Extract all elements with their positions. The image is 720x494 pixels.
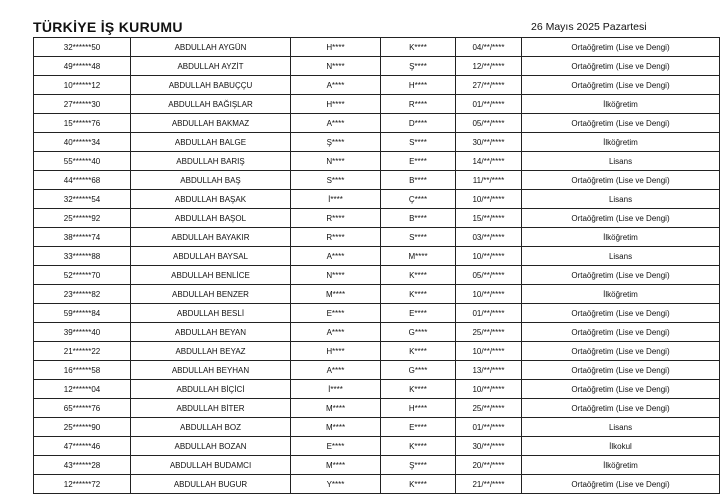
masked-id-cell: 21******22 [34, 342, 131, 361]
masked-date-cell: 20/**/**** [456, 456, 522, 475]
masked-initial-cell: M**** [291, 285, 381, 304]
masked-initial-cell: E**** [291, 437, 381, 456]
name-cell: ABDULLAH BAĞIŞLAR [131, 95, 291, 114]
name-cell: ABDULLAH BEYHAN [131, 361, 291, 380]
name-cell: ABDULLAH BOZ [131, 418, 291, 437]
education-cell: Ortaöğretim (Lise ve Dengi) [522, 57, 720, 76]
name-cell: ABDULLAH BUDAMCI [131, 456, 291, 475]
masked-initial-cell: B**** [381, 209, 456, 228]
masked-initial-cell: Ş**** [291, 133, 381, 152]
table-row [34, 76, 720, 95]
masked-initial-cell: K**** [381, 475, 456, 494]
education-cell: Ortaöğretim (Lise ve Dengi) [522, 323, 720, 342]
masked-initial-cell: E**** [381, 152, 456, 171]
masked-id-cell: 49******48 [34, 57, 131, 76]
name-cell: ABDULLAH BAYSAL [131, 247, 291, 266]
education-cell: Ortaöğretim (Lise ve Dengi) [522, 399, 720, 418]
masked-id-cell: 33******88 [34, 247, 131, 266]
masked-id-cell: 59******84 [34, 304, 131, 323]
masked-initial-cell: H**** [381, 399, 456, 418]
education-cell: Lisans [522, 190, 720, 209]
education-cell: Ortaöğretim (Lise ve Dengi) [522, 114, 720, 133]
masked-date-cell: 10/**/**** [456, 380, 522, 399]
name-cell: ABDULLAH BEYAN [131, 323, 291, 342]
table-row [34, 342, 720, 361]
masked-initial-cell: N**** [291, 152, 381, 171]
masked-id-cell: 39******40 [34, 323, 131, 342]
table-row [34, 152, 720, 171]
masked-date-cell: 13/**/**** [456, 361, 522, 380]
masked-id-cell: 32******50 [34, 38, 131, 57]
education-cell: Ortaöğretim (Lise ve Dengi) [522, 380, 720, 399]
masked-initial-cell: A**** [291, 247, 381, 266]
masked-initial-cell: D**** [381, 114, 456, 133]
table-row [34, 209, 720, 228]
table-row [34, 304, 720, 323]
masked-initial-cell: İ**** [291, 190, 381, 209]
masked-id-cell: 32******54 [34, 190, 131, 209]
masked-initial-cell: K**** [381, 342, 456, 361]
masked-date-cell: 25/**/**** [456, 323, 522, 342]
masked-id-cell: 25******92 [34, 209, 131, 228]
table-row [34, 247, 720, 266]
table-row [34, 266, 720, 285]
masked-initial-cell: K**** [381, 266, 456, 285]
masked-date-cell: 30/**/**** [456, 133, 522, 152]
masked-date-cell: 11/**/**** [456, 171, 522, 190]
masked-date-cell: 10/**/**** [456, 285, 522, 304]
name-cell: ABDULLAH AYZİT [131, 57, 291, 76]
name-cell: ABDULLAH BALGE [131, 133, 291, 152]
table-row [34, 380, 720, 399]
page-header [0, 0, 720, 36]
name-cell: ABDULLAH BESLİ [131, 304, 291, 323]
masked-initial-cell: E**** [291, 304, 381, 323]
education-cell: İlköğretim [522, 133, 720, 152]
table-row [34, 57, 720, 76]
masked-initial-cell: G**** [381, 323, 456, 342]
name-cell: ABDULLAH BAŞOL [131, 209, 291, 228]
masked-id-cell: 44******68 [34, 171, 131, 190]
table-row [34, 228, 720, 247]
masked-initial-cell: İ**** [291, 380, 381, 399]
table-row [34, 323, 720, 342]
masked-id-cell: 47******46 [34, 437, 131, 456]
table-row [34, 418, 720, 437]
masked-initial-cell: H**** [291, 95, 381, 114]
masked-initial-cell: S**** [291, 171, 381, 190]
education-cell: Lisans [522, 152, 720, 171]
masked-date-cell: 01/**/**** [456, 95, 522, 114]
masked-id-cell: 27******30 [34, 95, 131, 114]
records-table [33, 37, 720, 494]
education-cell: Ortaöğretim (Lise ve Dengi) [522, 342, 720, 361]
education-cell: Ortaöğretim (Lise ve Dengi) [522, 266, 720, 285]
masked-initial-cell: M**** [291, 418, 381, 437]
masked-id-cell: 12******04 [34, 380, 131, 399]
masked-initial-cell: K**** [381, 285, 456, 304]
name-cell: ABDULLAH BAKMAZ [131, 114, 291, 133]
table-row [34, 95, 720, 114]
masked-id-cell: 52******70 [34, 266, 131, 285]
masked-id-cell: 12******72 [34, 475, 131, 494]
masked-date-cell: 05/**/**** [456, 266, 522, 285]
masked-date-cell: 01/**/**** [456, 418, 522, 437]
education-cell: Ortaöğretim (Lise ve Dengi) [522, 304, 720, 323]
education-cell: Ortaöğretim (Lise ve Dengi) [522, 209, 720, 228]
masked-initial-cell: S**** [381, 133, 456, 152]
masked-initial-cell: K**** [381, 380, 456, 399]
masked-initial-cell: A**** [291, 76, 381, 95]
masked-initial-cell: M**** [381, 247, 456, 266]
table-row [34, 171, 720, 190]
page-date: 26 Mayıs 2025 Pazartesi [531, 21, 647, 33]
name-cell: ABDULLAH BAŞ [131, 171, 291, 190]
education-cell: Lisans [522, 247, 720, 266]
records-table-body [34, 38, 720, 494]
masked-initial-cell: R**** [381, 95, 456, 114]
name-cell: ABDULLAH BENZER [131, 285, 291, 304]
masked-date-cell: 10/**/**** [456, 247, 522, 266]
name-cell: ABDULLAH BİTER [131, 399, 291, 418]
masked-initial-cell: Ş**** [381, 456, 456, 475]
masked-date-cell: 25/**/**** [456, 399, 522, 418]
masked-initial-cell: B**** [381, 171, 456, 190]
masked-initial-cell: N**** [291, 266, 381, 285]
masked-id-cell: 25******90 [34, 418, 131, 437]
education-cell: İlkokul [522, 437, 720, 456]
table-row [34, 361, 720, 380]
masked-initial-cell: K**** [381, 437, 456, 456]
table-row [34, 38, 720, 57]
masked-id-cell: 65******76 [34, 399, 131, 418]
name-cell: ABDULLAH BİÇİCİ [131, 380, 291, 399]
masked-initial-cell: A**** [291, 114, 381, 133]
education-cell: Ortaöğretim (Lise ve Dengi) [522, 361, 720, 380]
name-cell: ABDULLAH BOZAN [131, 437, 291, 456]
name-cell: ABDULLAH BEYAZ [131, 342, 291, 361]
masked-id-cell: 55******40 [34, 152, 131, 171]
table-row [34, 437, 720, 456]
education-cell: Ortaöğretim (Lise ve Dengi) [522, 76, 720, 95]
masked-initial-cell: E**** [381, 418, 456, 437]
masked-date-cell: 15/**/**** [456, 209, 522, 228]
masked-initial-cell: R**** [291, 228, 381, 247]
education-cell: Lisans [522, 418, 720, 437]
table-row [34, 285, 720, 304]
masked-id-cell: 38******74 [34, 228, 131, 247]
masked-date-cell: 27/**/**** [456, 76, 522, 95]
masked-initial-cell: Ş**** [381, 57, 456, 76]
education-cell: İlköğretim [522, 456, 720, 475]
masked-date-cell: 30/**/**** [456, 437, 522, 456]
name-cell: ABDULLAH BABUÇÇU [131, 76, 291, 95]
masked-initial-cell: K**** [381, 38, 456, 57]
masked-initial-cell: H**** [291, 38, 381, 57]
name-cell: ABDULLAH BARIŞ [131, 152, 291, 171]
education-cell: İlköğretim [522, 228, 720, 247]
masked-id-cell: 15******76 [34, 114, 131, 133]
masked-initial-cell: N**** [291, 57, 381, 76]
masked-initial-cell: A**** [291, 361, 381, 380]
masked-date-cell: 05/**/**** [456, 114, 522, 133]
name-cell: ABDULLAH BAYAKIR [131, 228, 291, 247]
table-row [34, 456, 720, 475]
table-row [34, 399, 720, 418]
name-cell: ABDULLAH BENLİCE [131, 266, 291, 285]
masked-initial-cell: M**** [291, 399, 381, 418]
masked-date-cell: 01/**/**** [456, 304, 522, 323]
masked-initial-cell: Y**** [291, 475, 381, 494]
masked-date-cell: 14/**/**** [456, 152, 522, 171]
education-cell: İlköğretim [522, 285, 720, 304]
table-row [34, 190, 720, 209]
education-cell: Ortaöğretim (Lise ve Dengi) [522, 38, 720, 57]
masked-initial-cell: M**** [291, 456, 381, 475]
masked-initial-cell: G**** [381, 361, 456, 380]
table-row [34, 114, 720, 133]
name-cell: ABDULLAH BAŞAK [131, 190, 291, 209]
name-cell: ABDULLAH BUGUR [131, 475, 291, 494]
masked-id-cell: 16******58 [34, 361, 131, 380]
education-cell: Ortaöğretim (Lise ve Dengi) [522, 475, 720, 494]
masked-initial-cell: H**** [291, 342, 381, 361]
masked-date-cell: 04/**/**** [456, 38, 522, 57]
page-title: TÜRKİYE İŞ KURUMU [33, 19, 183, 35]
name-cell: ABDULLAH AYGÜN [131, 38, 291, 57]
masked-id-cell: 43******28 [34, 456, 131, 475]
table-row [34, 133, 720, 152]
masked-initial-cell: S**** [381, 228, 456, 247]
masked-initial-cell: H**** [381, 76, 456, 95]
masked-date-cell: 10/**/**** [456, 342, 522, 361]
masked-initial-cell: A**** [291, 323, 381, 342]
masked-date-cell: 21/**/**** [456, 475, 522, 494]
education-cell: Ortaöğretim (Lise ve Dengi) [522, 171, 720, 190]
masked-date-cell: 12/**/**** [456, 57, 522, 76]
education-cell: İlköğretim [522, 95, 720, 114]
masked-initial-cell: Ç**** [381, 190, 456, 209]
masked-date-cell: 10/**/**** [456, 190, 522, 209]
masked-initial-cell: R**** [291, 209, 381, 228]
masked-id-cell: 23******82 [34, 285, 131, 304]
masked-id-cell: 10******12 [34, 76, 131, 95]
masked-id-cell: 40******34 [34, 133, 131, 152]
masked-date-cell: 03/**/**** [456, 228, 522, 247]
masked-initial-cell: E**** [381, 304, 456, 323]
